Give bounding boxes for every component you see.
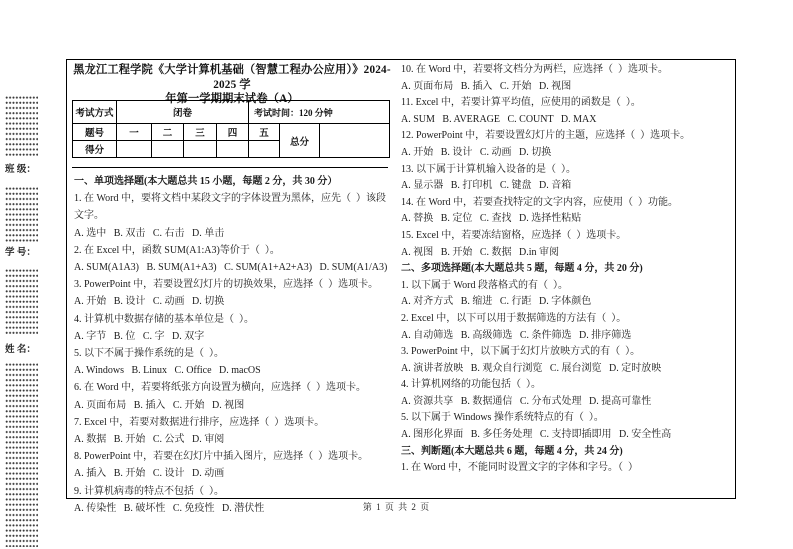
question-col-4: 四 [217,124,249,141]
seal-label-name: 姓 名： [5,345,36,355]
question-line: 11. Excel 中，若要计算平均值，应使用的函数是（ ）。 [401,97,641,109]
question-line: A. 开始 B. 设计 C. 动画 D. 切换 [74,296,225,308]
question-line: 4. 计算机网络的功能包括（ ）。 [401,379,541,391]
question-line: A. 显示器 B. 打印机 C. 键盘 D. 音箱 [401,180,572,192]
question-line: 10. 在 Word 中，若要将文档分为两栏，应选择（ ）选项卡。 [401,64,668,75]
question-line: 3. PowerPoint 中，若要设置幻灯片的切换效果，应选择（ ）选项卡。 [74,279,379,291]
question-line: A. 图形化界面 B. 多任务处理 C. 支持即插即用 D. 安全性高 [401,429,672,441]
question-line: A. 传染性 B. 破坏性 C. 免疫性 D. 潜伏性 [74,502,265,514]
question-col-3: 三 [184,124,217,141]
question-line: A. 自动筛选 B. 高级筛选 C. 条件筛选 D. 排序筛选 [401,329,632,341]
right-column [401,62,734,477]
seal-dotted-line [5,186,38,243]
score-blank-cell [117,141,152,158]
question-list-right [401,62,734,477]
question-line: A. SUM(A1A3) B. SUM(A1+A3) C. SUM(A1+A2+A3) D. SUM(A1/A3) [74,262,388,274]
question-list-left [74,173,392,517]
question-col-2: 二 [152,124,184,141]
question-line: A. 演讲者放映 B. 观众自行浏览 C. 展台浏览 D. 定时放映 [401,362,662,374]
question-line: 4. 计算机中数据存储的基本单位是（ ）。 [74,313,254,325]
page-number: 第 1 页 共 2 页 [362,502,431,512]
question-line: 15. Excel 中，若要冻结窗格，应选择（ ）选项卡。 [401,229,627,241]
score-blank-cell [184,141,217,158]
question-line: 9. 计算机病毒的特点不包括（ ）。 [74,485,224,497]
exam-mode-value-cell: 闭卷 [117,101,249,124]
header-divider-rule [72,167,388,168]
question-line: 2. Excel 中，以下可以用于数据筛选的方法有（ ）。 [401,312,627,324]
score-blank-cell [249,141,280,158]
question-line: A. Windows B. Linux C. Office D. macOS [74,365,261,377]
total-score-label-cell: 总分 [280,124,320,158]
question-line: 14. 在 Word 中，若要查找特定的文字内容，应使用（ ）功能。 [401,196,678,208]
question-col-5: 五 [249,124,280,141]
question-line: 1. 在 Word 中，不能同时设置文字的字体和字号。（ ） [401,462,638,474]
question-line: A. 插入 B. 开始 C. 设计 D. 动画 [74,468,225,480]
seal-dotted-line [5,268,38,336]
question-line: 7. Excel 中，若要对数据进行排序，应选择（ ）选项卡。 [74,416,325,428]
question-line: A. 页面布局 B. 插入 C. 开始 D. 视图 [401,80,572,92]
exam-title-line1: 黑龙江工程学院《大学计算机基础（智慧工程办公应用）》2024-2025 学 [73,64,391,91]
score-blank-cell [217,141,249,158]
question-line: A. SUM B. AVERAGE C. COUNT D. MAX [401,113,597,125]
score-blank-cell [152,141,184,158]
question-line: 5. 以下属于 Windows 操作系统特点的有（ ）。 [401,412,604,424]
question-line: A. 选中 B. 双击 C. 右击 D. 单击 [74,227,225,239]
question-line: A. 资源共享 B. 数据通信 C. 分布式处理 D. 提高可靠性 [401,395,652,407]
section-header: 三、判断题(本大题总共 6 题，每题 4 分，共 24 分) [401,445,623,457]
exam-title-line2: 年第一学期期末试卷（A） [165,93,299,106]
section-header: 二、多项选择题(本大题总共 5 题，每题 4 分，共 20 分) [401,263,643,275]
question-line: A. 对齐方式 B. 缩进 C. 行距 D. 字体颜色 [401,296,592,308]
question-line: 3. PowerPoint 中，以下属于幻灯片放映方式的有（ ）。 [401,346,641,358]
question-line: 8. PowerPoint 中，若要在幻灯片中插入图片，应选择（ ）选项卡。 [74,451,369,463]
question-line: A. 替换 B. 定位 C. 查找 D. 选择性粘贴 [401,213,582,225]
exam-time-cell: 考试时间：120 分钟 [249,101,390,124]
seal-label-student-no: 学 号： [5,248,36,258]
question-col-1: 一 [117,124,152,141]
section-header: 一、单项选择题(本大题总共 15 小题，每题 2 分，共 30 分） [74,176,338,187]
score-label-cell: 得分 [73,141,117,158]
exam-info-table [72,100,390,158]
question-line: 5. 以下不属于操作系统的是（ ）。 [74,348,224,360]
question-line: 2. 在 Excel 中，函数 SUM(A1:A3)等价于（ ）。 [74,244,280,256]
question-line: 12. PowerPoint 中，若要设置幻灯片的主题，应选择（ ）选项卡。 [401,130,691,142]
question-line: 6. 在 Word 中，若要将纸张方向设置为横向，应选择（ ）选项卡。 [74,382,366,394]
exam-mode-label-cell: 考试方式 [73,101,117,124]
question-line: 13. 以下属于计算机输入设备的是（ ）。 [401,163,576,175]
seal-dotted-line [5,95,38,158]
total-score-blank-cell [320,124,390,158]
question-line: A. 视图 B. 开始 C. 数据 D.in 审阅 [401,246,560,258]
seal-dotted-line [5,362,38,547]
question-line: A. 页面布局 B. 插入 C. 开始 D. 视图 [74,399,245,411]
question-line: A. 字节 B. 位 C. 字 D. 双字 [74,330,205,342]
question-line: 1. 在 Word 中，要将文档中某段文字的字体设置为黑体，应先（ ）该段文字。 [74,193,386,222]
question-line: A. 开始 B. 设计 C. 动画 D. 切换 [401,146,552,158]
seal-label-class: 班 级： [5,165,36,175]
question-no-label-cell: 题号 [73,124,117,141]
question-line: 1. 以下属于 Word 段落格式的有（ ）。 [401,279,568,291]
left-column [72,63,392,514]
question-line: A. 数据 B. 开始 C. 公式 D. 审阅 [74,434,225,446]
